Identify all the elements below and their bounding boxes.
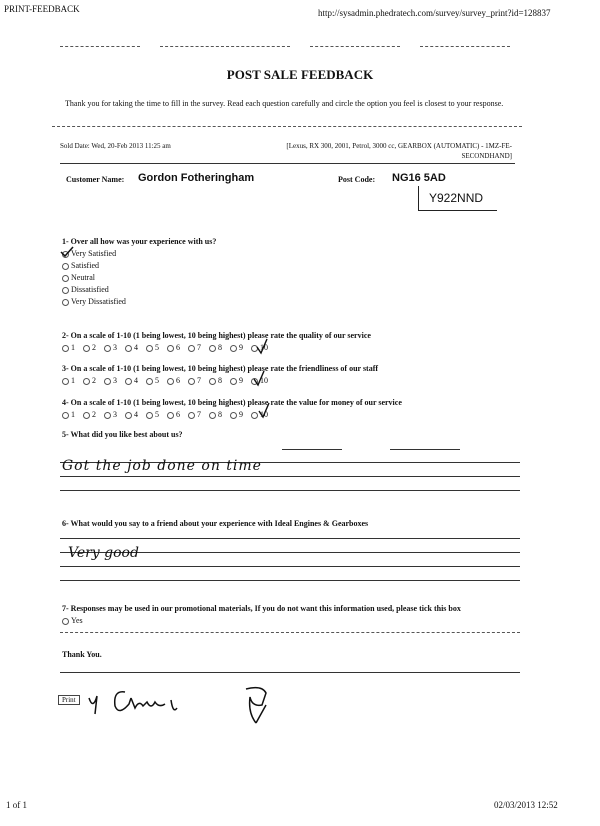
scale-option[interactable]: 10 <box>251 410 268 419</box>
radio-icon <box>125 412 132 419</box>
scale-option[interactable]: 8 <box>209 343 222 352</box>
scale-option[interactable]: 4 <box>125 343 138 352</box>
thank-you-text: Thank You. <box>62 650 102 659</box>
q1-option[interactable]: Very Satisfied <box>62 249 126 261</box>
scale-option[interactable]: 2 <box>83 376 96 385</box>
question-5: 5- What did you like best about us? <box>62 430 183 439</box>
question-7: 7- Responses may be used in our promotional materials, If you do not want this information used, please tick this box <box>62 604 461 613</box>
customer-name: Gordon Fotheringham <box>138 172 255 184</box>
q1-option[interactable]: Satisfied <box>62 261 126 273</box>
divider <box>52 126 522 127</box>
answer-line <box>60 566 520 567</box>
q4-scale <box>62 410 274 419</box>
scale-option[interactable]: 5 <box>146 376 159 385</box>
q2-scale <box>62 343 274 352</box>
radio-icon <box>167 412 174 419</box>
scale-option[interactable]: 10 <box>251 376 268 385</box>
radio-icon <box>125 378 132 385</box>
radio-icon <box>167 345 174 352</box>
radio-icon <box>230 378 237 385</box>
question-1: 1- Over all how was your experience with us? <box>62 237 217 246</box>
signature-initials-icon <box>232 683 282 731</box>
answer-line <box>60 538 520 539</box>
scale-option[interactable]: 9 <box>230 410 243 419</box>
registration: Y922NND <box>429 191 484 205</box>
radio-icon <box>83 412 90 419</box>
radio-icon <box>104 345 111 352</box>
question-4: 4- On a scale of 1-10 (1 being lowest, 10 being highest) please rate the value for money of our service <box>62 398 402 407</box>
radio-icon <box>62 287 69 294</box>
scale-option[interactable]: 5 <box>146 410 159 419</box>
scale-option[interactable]: 1 <box>62 343 75 352</box>
print-header-url: http://sysadmin.phedratech.com/survey/survey_print?id=128837 <box>318 8 551 18</box>
divider <box>60 46 140 47</box>
scale-option[interactable]: 9 <box>230 376 243 385</box>
radio-icon <box>146 345 153 352</box>
page-count: 1 of 1 <box>6 800 27 810</box>
intro-text: Thank you for taking the time to fill in the survey. Read each question carefully and circle the option you feel is closest to your response. <box>65 99 504 108</box>
answer-line <box>60 476 520 477</box>
radio-icon <box>83 345 90 352</box>
radio-icon <box>104 378 111 385</box>
divider <box>310 46 400 47</box>
customer-name-label: Customer Name: <box>66 175 125 184</box>
radio-icon <box>146 412 153 419</box>
q1-options <box>62 249 126 309</box>
scale-option[interactable]: 6 <box>167 376 180 385</box>
scale-option[interactable]: 9 <box>230 343 243 352</box>
answer-line <box>282 449 342 450</box>
scale-option[interactable]: 4 <box>125 410 138 419</box>
print-header-title: PRINT-FEEDBACK <box>4 4 80 14</box>
scale-option[interactable]: 3 <box>104 410 117 419</box>
radio-icon <box>125 345 132 352</box>
divider <box>60 163 515 164</box>
print-datetime: 02/03/2013 12:52 <box>494 800 558 810</box>
radio-icon <box>188 378 195 385</box>
q3-scale <box>62 376 274 385</box>
answer-line <box>60 490 520 491</box>
radio-icon <box>62 275 69 282</box>
vehicle-line-2: SECONDHAND] <box>461 152 512 160</box>
scale-option[interactable]: 8 <box>209 410 222 419</box>
q1-option[interactable]: Very Dissatisfied <box>62 297 126 309</box>
radio-icon <box>83 378 90 385</box>
scale-option[interactable]: 2 <box>83 343 96 352</box>
radio-icon <box>62 263 69 270</box>
q5-handwritten-answer: Got the job done on time <box>62 458 262 474</box>
q6-handwritten-answer: Very good <box>68 545 139 561</box>
radio-icon <box>209 412 216 419</box>
scale-option[interactable]: 8 <box>209 376 222 385</box>
vehicle-line-1: [Lexus, RX 300, 2001, Petrol, 3000 cc, GEARBOX (AUTOMATIC) - 1MZ-FE- <box>286 142 512 150</box>
radio-icon <box>188 345 195 352</box>
scale-option[interactable]: 7 <box>188 410 201 419</box>
radio-icon <box>209 345 216 352</box>
postcode-label: Post Code: <box>338 175 376 184</box>
scale-option[interactable]: 6 <box>167 343 180 352</box>
divider <box>60 632 520 633</box>
postcode: NG16 5AD <box>392 172 446 184</box>
radio-icon <box>104 412 111 419</box>
scale-option[interactable]: 6 <box>167 410 180 419</box>
check-mark-icon <box>60 246 74 258</box>
scale-option[interactable]: 10 <box>251 343 268 352</box>
scale-option[interactable]: 1 <box>62 410 75 419</box>
question-3: 3- On a scale of 1-10 (1 being lowest, 10 being highest) please rate the friendliness of our staff <box>62 364 379 373</box>
question-6: 6- What would you say to a friend about your experience with Ideal Engines & Gearboxes <box>62 519 369 528</box>
radio-icon <box>62 378 69 385</box>
divider <box>60 672 520 673</box>
scale-option[interactable]: 3 <box>104 343 117 352</box>
scale-option[interactable]: 1 <box>62 376 75 385</box>
q7-option[interactable]: Yes <box>62 616 83 625</box>
q1-option[interactable]: Dissatisfied <box>62 285 126 297</box>
scale-option[interactable]: 3 <box>104 376 117 385</box>
scale-option[interactable]: 4 <box>125 376 138 385</box>
radio-icon <box>230 412 237 419</box>
radio-icon <box>146 378 153 385</box>
radio-icon <box>62 345 69 352</box>
reg-box <box>418 186 497 211</box>
scale-option[interactable]: 7 <box>188 376 201 385</box>
check-mark-icon <box>252 370 266 388</box>
sold-date: Sold Date: Wed, 20-Feb 2013 11:25 am <box>60 142 171 150</box>
answer-line <box>390 449 460 450</box>
print-button[interactable]: Print <box>58 695 80 705</box>
divider <box>160 46 290 47</box>
scale-option[interactable]: 2 <box>83 410 96 419</box>
radio-icon <box>62 618 69 625</box>
check-mark-icon <box>257 402 271 420</box>
signature-icon <box>85 680 205 720</box>
question-2: 2- On a scale of 1-10 (1 being lowest, 10 being highest) please rate the quality of our service <box>62 331 371 340</box>
scale-option[interactable]: 5 <box>146 343 159 352</box>
answer-line <box>60 580 520 581</box>
radio-icon <box>62 412 69 419</box>
radio-icon <box>167 378 174 385</box>
radio-icon <box>62 299 69 306</box>
divider <box>420 46 510 47</box>
scale-option[interactable]: 7 <box>188 343 201 352</box>
check-mark-icon <box>255 338 269 356</box>
page-title: POST SALE FEEDBACK <box>226 67 374 82</box>
radio-icon <box>188 412 195 419</box>
radio-icon <box>209 378 216 385</box>
q1-option[interactable]: Neutral <box>62 273 126 285</box>
radio-icon <box>230 345 237 352</box>
